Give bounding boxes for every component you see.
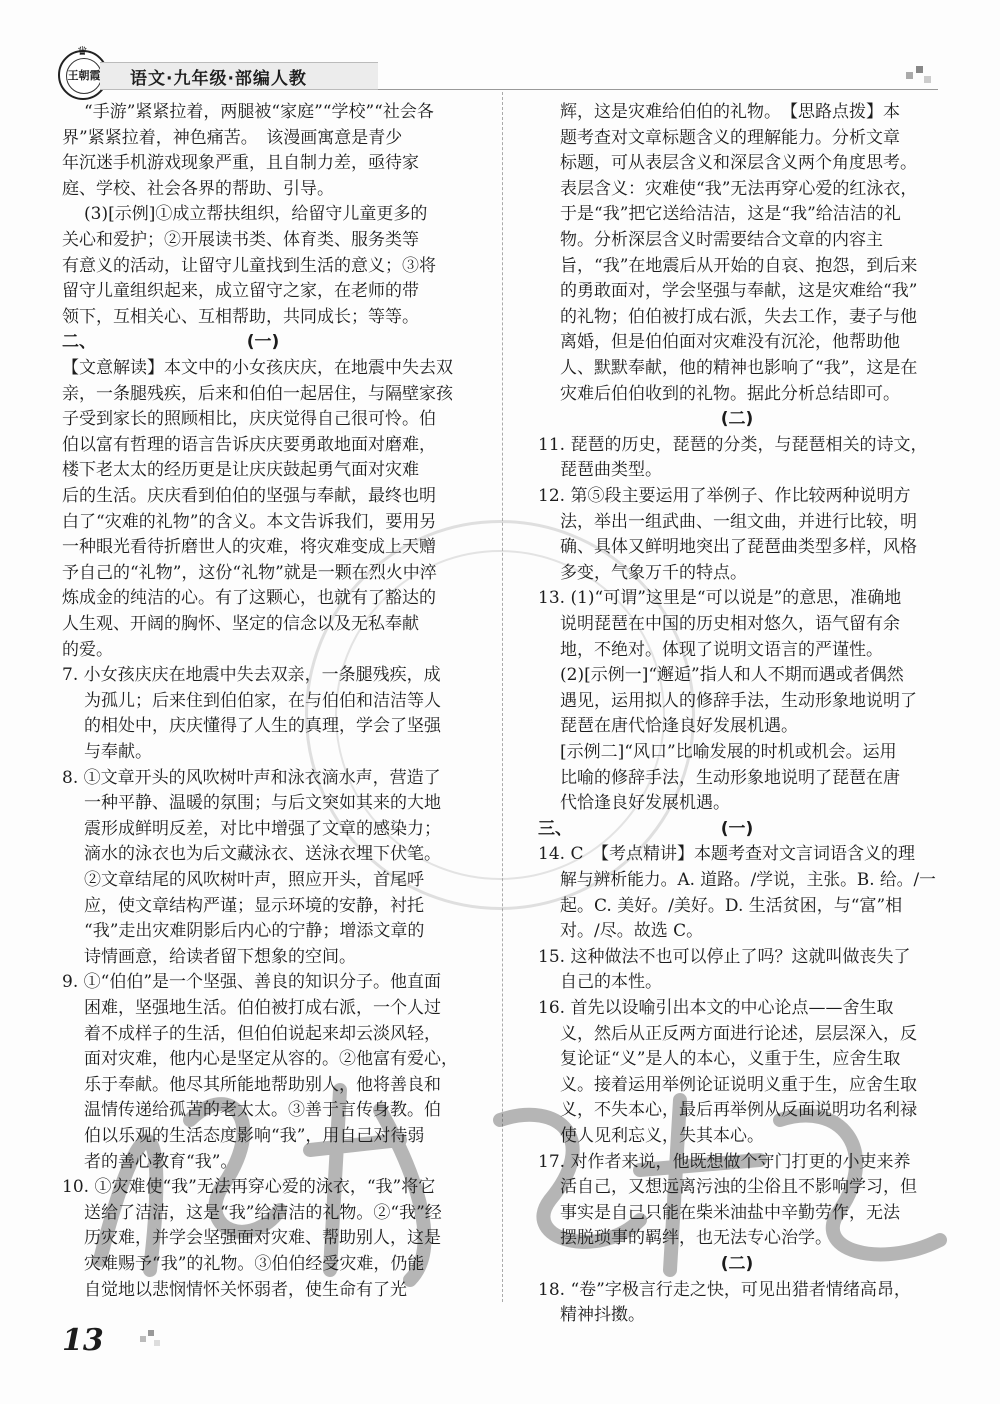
text-line: (二) — [720, 409, 754, 430]
text-line: 楼下老太太的经历更是让庆庆鼓起勇气面对灾难 — [62, 460, 419, 481]
text-line: (二) — [720, 1254, 754, 1274]
text-line: 自己的本性。 — [560, 972, 662, 993]
text-line: 灾难赐予“我”的礼物。③伯伯经受灾难，仍能 — [84, 1254, 425, 1274]
text-line: 的相处中，庆庆懂得了人生的真理，学会了坚强 — [84, 716, 441, 737]
text-line: 9. ①“伯伯”是一个坚强、善良的知识分子。他直面 — [62, 972, 442, 993]
text-line: 11. 琵琶的历史，琵琶的分类，与琵琶相关的诗文， — [538, 434, 928, 455]
text-line: (2)[示例一]“邂逅”指人和人不期而遇或者偶然 — [560, 665, 904, 686]
text-line: 地，不绝对。体现了说明文语言的严谨性。 — [560, 639, 883, 660]
text-line: 代恰逢良好发展机遇。 — [560, 793, 730, 814]
text-line: 琵琶在唐代恰逢良好发展机遇。 — [560, 716, 798, 737]
decor-square — [924, 76, 931, 83]
text-line: ②文章结尾的风吹树叶声，照应开头，首尾呼 — [84, 870, 424, 890]
text-line: 标题，可从表层含义和深层含义两个角度思考。 — [560, 153, 917, 174]
text-line: 精神抖擞。 — [560, 1305, 645, 1326]
text-line: 子受到家长的照顾相比，庆庆觉得自己很可怜。伯 — [62, 409, 436, 430]
header-rule — [378, 89, 938, 90]
text-line: 乐于奉献。他尽其所能地帮助别人，他将善良和 — [84, 1074, 441, 1095]
text-line: 后的生活。庆庆看到伯伯的坚强与奉献，最终也明 — [62, 486, 436, 506]
logo-text: 王朝霞 — [66, 58, 102, 94]
text-line: 义。接着运用举例论证说明义重于生，应舍生取 — [560, 1074, 917, 1095]
section-subheading: (一) — [720, 818, 754, 839]
text-line: 留守儿童组织起来，成立留守之家，在老师的带 — [62, 281, 419, 302]
text-line: 温情传递给孤苦的老太太。③善于言传身教。伯 — [84, 1100, 441, 1121]
text-line: 15. 这种做法不也可以停止了吗？这就叫做丧失了 — [538, 946, 911, 967]
text-line: 困难，坚强地生活。伯伯被打成右派，一个人过 — [84, 998, 441, 1018]
text-line: (3)[示例]①成立帮扶组织，给留守儿童更多的 — [84, 204, 428, 225]
text-line: 面对灾难，他内心是坚定从容的。②他富有爱心， — [84, 1049, 458, 1070]
text-line: 予自己的“礼物”，这份“礼物”就是一颗在烈火中淬 — [62, 562, 437, 583]
text-line: 人、默默奉献，他的精神也影响了“我”，这是在 — [560, 358, 918, 378]
text-line: 灾难后伯伯收到的礼物。据此分析总结即可。 — [560, 383, 900, 404]
text-line: 辉，这是灾难给伯伯的礼物。 【思路点拨】本 — [560, 102, 900, 122]
text-line: 活自己，又想远离污浊的尘俗且不影响学习，但 — [560, 1177, 917, 1198]
text-line: 【文意解读】本文中的小女孩庆庆，在地震中失去双 — [62, 358, 453, 378]
text-line: 解与辨析能力。A. 道路。/学说，主张。B. 给。/一 — [560, 870, 936, 890]
text-line: 应，使文章结构严谨；显示环境的安静，衬托 — [84, 895, 424, 916]
text-line: 领下，互相关心、互相帮助，共同成长；等等。 — [62, 306, 419, 327]
text-line: 送给了洁洁，这是“我”给洁洁的礼物。②“我”经 — [84, 1202, 442, 1223]
text-line: 摆脱琐事的羁绊，也无法专心治学。 — [560, 1228, 832, 1249]
text-line: 亲，一条腿残疾，后来和伯伯一起居住，与隔壁家孩 — [62, 383, 453, 404]
text-line: 17. 对作者来说，他既想做个守门打更的小吏来养 — [538, 1151, 911, 1172]
text-line: 使人见利忘义，失其本心。 — [560, 1126, 764, 1146]
text-line: 13. (1)“可谓”这里是“可以说是”的意思，准确地 — [538, 588, 902, 609]
text-line: 的礼物；伯伯被打成右派，失去工作，妻子与他 — [560, 306, 917, 327]
text-line: 的勇敢面对，学会坚强与奉献，这是灾难给“我” — [560, 281, 918, 302]
text-line: 义，不失本心，最后再举例从反面说明功名利禄 — [560, 1100, 917, 1121]
text-line: “我”走出灾难阴影后内心的宁静；增添文章的 — [84, 921, 425, 942]
text-line: 复论证“义”是人的本心，义重于生，应舍生取 — [560, 1049, 901, 1070]
text-line: 炼成金的纯洁的心。有了这颗心，也就有了豁达的 — [62, 588, 436, 609]
text-line: 18. “卷”字极言行走之快，可见出猎者情绪高昂， — [538, 1279, 911, 1300]
text-line: 12. 第⑤段主要运用了举例子、作比较两种说明方 — [538, 486, 911, 506]
text-line: 10. ①灾难使“我”无法再穿心爱的泳衣，“我”将它 — [62, 1177, 436, 1198]
text-line: 14. C 【考点精讲】本题考查对文言词语含义的理 — [538, 844, 915, 865]
text-line: 年沉迷手机游戏现象严重，且自制力差，亟待家 — [62, 153, 419, 174]
text-line: 伯以富有哲理的语言告诉庆庆要勇敢地面对磨难， — [62, 434, 436, 455]
text-line: 人生观、开阔的胸怀、坚定的信念以及无私奉献 — [62, 614, 419, 634]
text-line: 遇见，运用拟人的修辞手法，生动形象地说明了 — [560, 690, 917, 711]
text-line: 旨，“我”在地震后从开始的自哀、抱怨，到后来 — [560, 255, 918, 276]
text-line: 离婚，但是伯伯面对灾难没有沉沦，他帮助他 — [560, 332, 900, 353]
text-line: 二、 — [62, 332, 96, 353]
text-line: 历灾难，并学会坚强面对灾难、帮助别人，这是 — [84, 1228, 441, 1249]
section-subheading: (一) — [246, 332, 280, 353]
text-line: 自觉地以悲悯情怀关怀弱者，使生命有了光 — [84, 1279, 407, 1300]
text-line: 庭、学校、社会各界的帮助、引导。 — [62, 178, 334, 199]
header-title: 语文·九年级·部编人教 — [130, 69, 307, 89]
column-divider — [502, 92, 503, 1302]
text-line: 说明琵琶在中国的历史相对悠久，语气留有余 — [560, 614, 900, 634]
decor-square — [906, 72, 913, 79]
text-line: 界”紧紧拉着，神色痛苦。 该漫画寓意是青少 — [62, 127, 403, 148]
text-line: 事实是自己只能在柴米油盐中辛勤劳作，无法 — [560, 1202, 900, 1223]
text-line: 有意义的活动，让留守儿童找到生活的意义；③将 — [62, 255, 436, 276]
page-number: 13 — [62, 1323, 104, 1358]
text-line: 诗情画意，给读者留下想象的空间。 — [84, 946, 356, 967]
text-line: 琵琶曲类型。 — [560, 460, 662, 481]
text-line: 与奉献。 — [84, 742, 152, 762]
text-line: 8. ①文章开头的风吹树叶声和泳衣滴水声，营造了 — [62, 767, 441, 788]
text-line: 表层含义：灾难使“我”无法再穿心爱的红泳衣， — [560, 178, 918, 199]
text-line: 题考查对文章标题含义的理解能力。分析文章 — [560, 127, 900, 148]
text-line: 震形成鲜明反差，对比中增强了文章的感染力； — [84, 818, 441, 839]
text-line: 法，举出一组武曲、一组文曲，并进行比较，明 — [560, 511, 917, 532]
text-line: 多变，气象万千的特点。 — [560, 562, 747, 583]
text-line: 伯以乐观的生活态度影响“我”，用自己对待弱 — [84, 1126, 425, 1146]
page-header — [58, 44, 958, 100]
text-line: 起。C. 美好。/美好。D. 生活贫困，与“富”相 — [560, 895, 903, 916]
text-line: [示例二]“风口”比喻发展的时机或机会。运用 — [560, 742, 897, 762]
decor-square — [916, 66, 923, 73]
text-line: 滴水的泳衣也为后文藏泳衣、送泳衣埋下伏笔。 — [84, 844, 441, 865]
text-line: “手游”紧紧拉着，两腿被“家庭”“学校”“社会各 — [84, 102, 434, 122]
text-line: 白了“灾难的礼物”的含义。本文告诉我们，要用另 — [62, 511, 437, 532]
text-line: 比喻的修辞手法，生动形象地说明了琵琶在唐 — [560, 767, 900, 788]
text-line: 三、 — [538, 818, 572, 839]
text-line: 者的善心教育“我”。 — [84, 1151, 238, 1172]
text-line: 物。分析深层含义时需要结合文章的内容主 — [560, 230, 883, 250]
text-line: 对。/尽。故选 C。 — [560, 921, 704, 942]
text-line: 义，然后从正反两方面进行论述，层层深入，反 — [560, 1023, 917, 1044]
text-line: 着不成样子的生活，但伯伯说起来却云淡风轻， — [84, 1023, 441, 1044]
text-line: 确、具体又鲜明地突出了琵琶曲类型多样，风格 — [560, 537, 917, 558]
text-line: 的爱。 — [62, 639, 113, 660]
text-line: 16. 首先以设喻引出本文的中心论点——舍生取 — [538, 998, 894, 1018]
text-line: 关心和爱护；②开展读书类、体育类、服务类等 — [62, 230, 419, 250]
text-line: 为孤儿；后来住到伯伯家，在与伯伯和洁洁等人 — [84, 690, 441, 711]
crown-icon: ♛ — [77, 44, 88, 58]
text-line: 一种眼光看待折磨世人的灾难，将灾难变成上天赠 — [62, 537, 436, 558]
text-line: 于是“我”把它送给洁洁，这是“我”给洁洁的礼 — [560, 204, 901, 225]
text-line: 7. 小女孩庆庆在地震中失去双亲，一条腿残疾，成 — [62, 665, 441, 686]
text-line: 一种平静、温暖的氛围；与后文突如其来的大地 — [84, 793, 441, 814]
